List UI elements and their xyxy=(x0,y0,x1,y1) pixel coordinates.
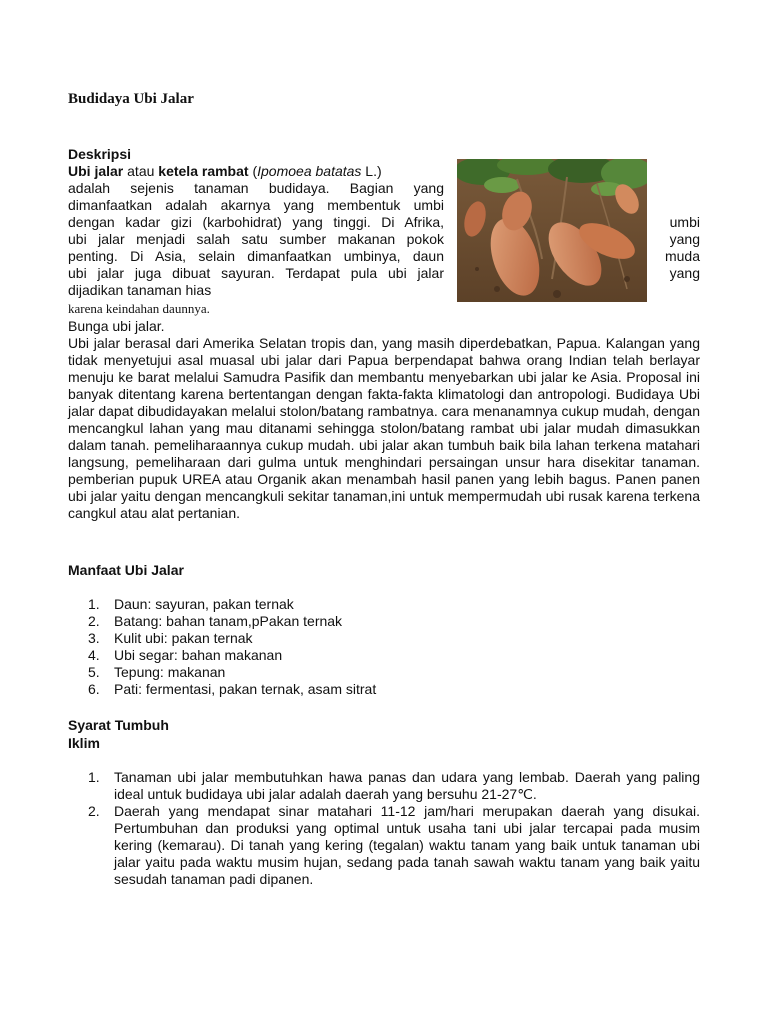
wrapped-word: muda xyxy=(664,248,700,264)
list-text: Tanaman ubi jalar membutuhkan hawa panas dan udara yang lembab. Daerah yang paling ideal untuk budidaya ubi jalar adalah daerah yang bersuhu 21-27℃. xyxy=(114,769,700,802)
bunga-line: Bunga ubi jalar. xyxy=(68,318,165,334)
term-ubi-jalar: Ubi jalar xyxy=(68,163,124,179)
iklim-list xyxy=(68,769,700,888)
section-heading-syarat: Syarat Tumbuh xyxy=(68,717,169,733)
list-text: Ubi segar: bahan makanan xyxy=(114,647,283,663)
text-line: dimanfaatkan adalah akarnya yang membentuk umbi xyxy=(68,197,444,213)
section-heading-manfaat: Manfaat Ubi Jalar xyxy=(68,562,184,578)
list-number: 1. xyxy=(88,769,100,785)
section-heading-deskripsi: Deskripsi xyxy=(68,146,132,162)
list-text: Daerah yang mendapat sinar matahari 11-12 jam/hari merupakan daerah yang disukai. Pertumbuhan dan produksi yang optimal untuk usaha tani ubi jalar tercapai pada musim kering (kemarau). Di tanah yang kering (tegalan) waktu tanam yang baik untuk tanaman ubi jalar yaitu pada waktu musim hujan, sedang pada tanah sawah waktu tanam yang baik yaitu sesudah tanaman padi dipanen. xyxy=(114,803,700,887)
text-line: dengan kadar gizi (karbohidrat) yang tinggi. Di Afrika, xyxy=(68,214,444,230)
list-item xyxy=(68,647,700,664)
list-number: 1. xyxy=(88,596,100,612)
list-text: Tepung: makanan xyxy=(114,664,226,680)
text-line: ubi jalar juga dibuat sayuran. Terdapat pula ubi jalar xyxy=(68,265,444,281)
sweet-potato-photo xyxy=(457,159,647,302)
caption-serif-line: karena keindahan daunnya. xyxy=(68,301,210,316)
list-item xyxy=(68,596,700,613)
text-line: ubi jalar menjadi salah satu sumber makanan pokok xyxy=(68,231,444,247)
origin-paragraph: Ubi jalar berasal dari Amerika Selatan tropis dan, yang masih diperdebatkan, Papua. Kalangan yang tidak menyetujui asal muasal ubi jalar dari Papua berpendapat bahwa orang Indian telah berlayar menuju ke barat melalui Samudra Pasifik dan membantu menyebarkan ubi jalar ke Asia. Proposal ini banyak ditentang karena bertentangan dengan fakta-fakta klimatologi dan antropologi. Budidaya Ubi jalar dapat dibudidayakan melalui stolon/batang rambatnya. cara menanamnya cukup mudah, dengan mencangkul lahan yang mau ditanami sehingga stolon/batang rambat ubi jalar mudah dimasukkan dalam tanah. pemeliharaannya cukup mudah. ubi jalar akan tumbuh baik bila lahan terkena matahari langsung, pemeliharaan dari gulma untuk menghindari persaingan unsur hara disekitar tanaman. pemberian pupuk UREA atau Organik akan menambah hasil panen yang lebih bagus. Panen panen ubi jalar yaitu dengan mencangkuli sekitar tanaman,ini untuk mempermudah ubi rusak karena terkena cangkul atau alat pertanian. xyxy=(68,335,700,521)
text-line: adalah sejenis tanaman budidaya. Bagian yang xyxy=(68,180,444,196)
wrapped-word: umbi xyxy=(669,214,700,230)
term-ketela-rambat: ketela rambat xyxy=(158,163,249,179)
list-number: 3. xyxy=(88,630,100,646)
intro-line xyxy=(68,163,444,180)
intro-text: L.) xyxy=(361,163,382,179)
list-text: Kulit ubi: pakan ternak xyxy=(114,630,253,646)
wrapped-word: yang xyxy=(669,265,700,281)
document-title: Budidaya Ubi Jalar xyxy=(68,91,194,107)
list-item xyxy=(68,681,700,698)
list-number: 5. xyxy=(88,664,100,680)
list-text: Daun: sayuran, pakan ternak xyxy=(114,596,294,612)
manfaat-list xyxy=(68,596,700,698)
list-item xyxy=(68,630,700,647)
scientific-name: Ipomoea batatas xyxy=(257,163,362,179)
text-line: dijadikan tanaman hias xyxy=(68,282,212,298)
list-number: 4. xyxy=(88,647,100,663)
list-number: 2. xyxy=(88,613,100,629)
wrapped-word: yang xyxy=(669,231,700,247)
list-item xyxy=(68,769,700,803)
list-number: 6. xyxy=(88,681,100,697)
list-number: 2. xyxy=(88,803,100,819)
list-text: Pati: fermentasi, pakan ternak, asam sitrat xyxy=(114,681,377,697)
list-item xyxy=(68,613,700,630)
subheading-iklim: Iklim xyxy=(68,735,100,751)
list-item xyxy=(68,664,700,681)
description-wrapped-text xyxy=(68,180,444,299)
list-text: Batang: bahan tanam,pPakan ternak xyxy=(114,613,343,629)
intro-text: atau xyxy=(123,163,159,179)
text-line: penting. Di Asia, selain dimanfaatkan umbinya, daun xyxy=(68,248,444,264)
intro-text: ( xyxy=(248,163,258,179)
list-item xyxy=(68,803,700,888)
